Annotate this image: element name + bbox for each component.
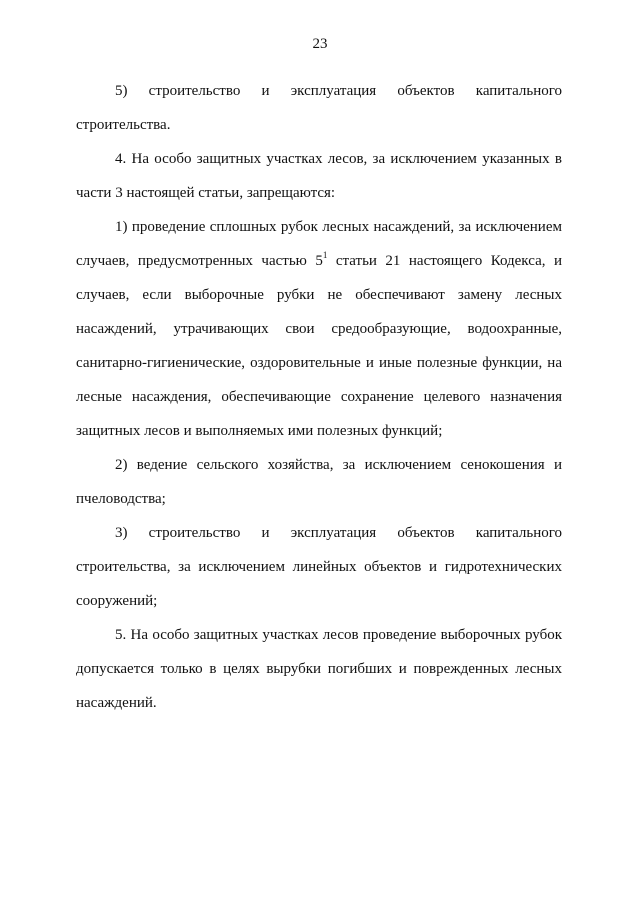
document-body — [76, 74, 562, 720]
paragraph-part-4-item-1 — [76, 210, 562, 448]
paragraph-item-5-capital-construction: 5) строительство и эксплуатация объектов капитального строительства. — [76, 83, 562, 133]
page-number: 23 — [312, 36, 328, 52]
item-1-text-start: 1) проведение сплошных рубок лесных насаждений, за исключением случаев, предусмотренных частью 5 — [76, 219, 562, 269]
paragraph-part-4-item-3: 3) строительство и эксплуатация объектов капитального строительства, за исключением линейных объектов и гидротехнических сооружений; — [76, 525, 562, 609]
paragraph-part-4-item-2: 2) ведение сельского хозяйства, за исключением сенокошения и пчеловодства; — [76, 457, 562, 507]
superscript-index: 1 — [322, 250, 328, 260]
paragraph-part-5: 5. На особо защитных участках лесов проведение выборочных рубок допускается только в целях вырубки погибших и поврежденных лесных насаждений. — [76, 627, 562, 711]
item-1-text-end: статьи 21 настоящего Кодекса, и случаев, если выборочные рубки не обеспечивают замену лесных насаждений, утрачивающих свои средообразующие, водоохранные, санитарно-гигиенические, оздоровительные и иные полезные функции, на лесные насаждения, обеспечивающие сохранение целевого назначения защитных лесов и выполняемых ими полезных функций; — [76, 253, 562, 439]
paragraph-part-4-intro: 4. На особо защитных участках лесов, за исключением указанных в части 3 настоящей статьи, запрещаются: — [76, 151, 562, 201]
